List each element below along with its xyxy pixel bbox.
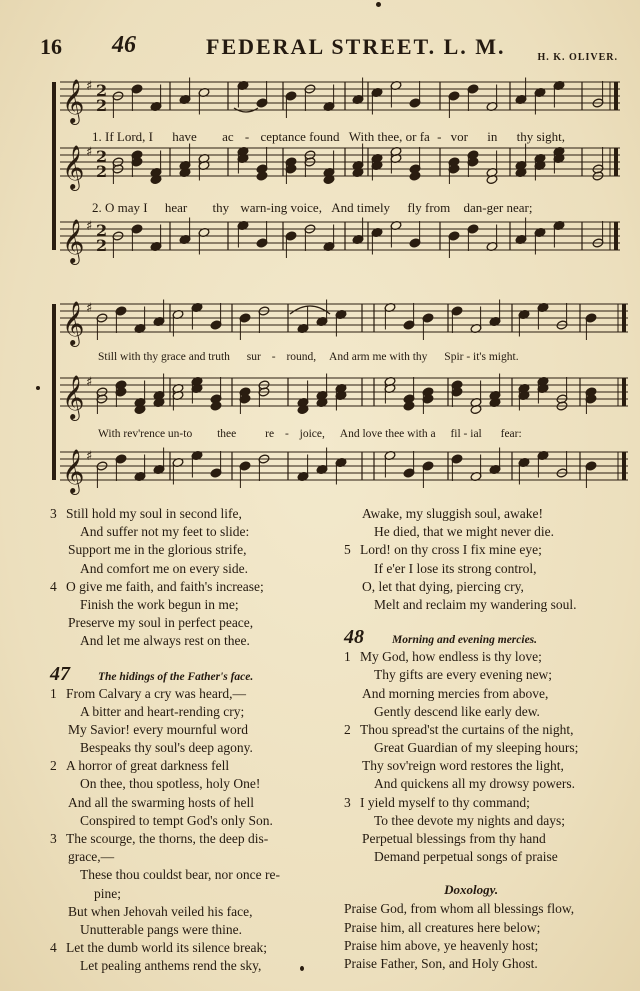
final-bar — [614, 82, 618, 110]
verse-line: To thee devote my nights and days; — [374, 812, 566, 828]
verse-line: 4 Let the dumb world its silence break; — [50, 940, 267, 956]
verse-line: If e'er I lose its strong control, — [374, 560, 537, 576]
verse-line: 1 My God, how endless is thy love; — [344, 649, 542, 665]
verse-line: pine; — [94, 885, 121, 901]
key-signature-sharp: ♯ — [86, 449, 93, 464]
key-signature-sharp: ♯ — [86, 219, 93, 234]
lyric-line: With rev'rence un-to thee re - joice, And love thee with a fil - ial fear: — [98, 428, 522, 440]
treble-clef: 𝄞 — [62, 449, 85, 493]
final-bar — [622, 378, 626, 406]
hymn-heading: 48 Morning and evening mercies. — [344, 626, 538, 649]
tune-title: FEDERAL STREET. L. M. — [206, 34, 506, 59]
system-bracket — [52, 82, 56, 250]
verse-line: 5 Lord! on thy cross I fix mine eye; — [344, 542, 542, 558]
verse-line: Melt and reclaim my wandering soul. — [374, 596, 577, 612]
verse-line: 1 From Calvary a cry was heard,— — [50, 685, 246, 701]
time-signature: 2 — [96, 81, 108, 100]
verse-line: And quickens all my drowsy powers. — [374, 776, 575, 792]
verse-line: Praise him, all creatures here below; — [344, 919, 541, 935]
verse-line: And suffer not my feet to slide: — [80, 524, 250, 540]
time-signature: 2 — [96, 96, 108, 115]
verse-line: On thee, thou spotless, holy One! — [80, 776, 261, 792]
verse-line: Conspired to tempt God's only Son. — [80, 812, 273, 828]
composer: H. K. OLIVER. — [537, 52, 618, 63]
verse-line: But when Jehovah veiled his face, — [68, 903, 253, 919]
final-bar — [622, 304, 626, 332]
verse-line: Praise him above, ye heavenly host; — [344, 937, 539, 953]
verse-line: Preserve my soul in perfect peace, — [68, 615, 254, 631]
key-signature-sharp: ♯ — [86, 301, 93, 316]
verse-line: A bitter and heart-rending cry; — [80, 703, 245, 719]
key-signature-sharp: ♯ — [86, 145, 93, 160]
verse-line: 2 A horror of great darkness fell — [50, 758, 230, 774]
verse-line: 2 Thou spread'st the curtains of the night, — [344, 721, 574, 737]
time-signature: 2 — [96, 147, 108, 166]
verse-line: Thy gifts are every evening new; — [374, 667, 553, 683]
tune-number: 46 — [112, 32, 136, 58]
verse-line: And comfort me on every side. — [80, 560, 248, 576]
final-bar — [622, 452, 626, 480]
lyric-line: 1. If Lord, I have ac - ceptance found With thee, or fa - vor in thy sight, — [92, 129, 566, 144]
lyric-line: 2. O may I hear thy warn-ing voice, And timely fly from dan-ger near; — [92, 200, 533, 215]
verse-line: 3 I yield myself to thy command; — [344, 794, 530, 810]
verse-line: Gently descend like early dew. — [374, 703, 540, 719]
doxology-title: Doxology. — [444, 882, 499, 898]
lyric-line: Still with thy grace and truth sur - round, And arm me with thy Spir - it's might. — [98, 351, 519, 363]
verse-line: Let pealing anthems rend the sky, — [80, 958, 262, 974]
treble-clef: 𝄞 — [62, 219, 85, 263]
page-number: 16 — [40, 34, 62, 59]
final-bar — [614, 222, 618, 250]
time-signature: 2 — [96, 221, 108, 240]
time-signature: 2 — [96, 162, 108, 181]
time-signature: 2 — [96, 236, 108, 255]
verse-line: O, let that dying, piercing cry, — [362, 578, 524, 594]
verse-line: 3 Still hold my soul in second life, — [50, 506, 242, 521]
verse-line: Praise God, from whom all blessings flow, — [344, 901, 575, 917]
verse-line: These thou couldst bear, nor once re- — [80, 867, 281, 883]
verse-line: Awake, my sluggish soul, awake! — [362, 506, 543, 521]
verse-line: Demand perpetual songs of praise — [374, 849, 558, 865]
final-bar — [614, 148, 618, 176]
verse-line: Support me in the glorious strife, — [68, 542, 247, 558]
hymn-heading: 47 The hidings of the Father's face. — [50, 662, 254, 685]
key-signature-sharp: ♯ — [86, 79, 93, 94]
verse-line: Bespeaks thy soul's deep agony. — [80, 740, 253, 756]
treble-clef: 𝄞 — [62, 375, 85, 419]
right-column — [344, 505, 578, 973]
system-bracket — [52, 304, 56, 480]
verse-line: Praise Father, Son, and Holy Ghost. — [344, 955, 538, 971]
verse-line: Great Guardian of my sleeping hours; — [374, 740, 579, 756]
verse-line: My Savior! every mournful word — [68, 721, 248, 737]
verse-line: He died, that we might never die. — [374, 524, 554, 540]
verse-line: Thy sov'reign word restores the light, — [362, 758, 564, 774]
treble-clef: 𝄞 — [62, 145, 85, 189]
treble-clef: 𝄞 — [62, 301, 85, 345]
verse-line: Perpetual blessings from thy hand — [362, 831, 546, 846]
verse-line: And all the swarming hosts of hell — [68, 794, 254, 810]
verse-line: And morning mercies from above, — [362, 685, 549, 701]
left-column — [50, 505, 280, 976]
verse-line: Unutterable pangs were thine. — [80, 921, 242, 937]
verse-line: And let me always rest on thee. — [80, 633, 250, 649]
verse-line: 3 The scourge, the thorns, the deep dis- — [50, 831, 269, 846]
verse-line: grace,— — [68, 849, 115, 865]
slur — [290, 306, 330, 314]
verse-line: Finish the work begun in me; — [80, 596, 239, 612]
key-signature-sharp: ♯ — [86, 375, 93, 390]
treble-clef: 𝄞 — [62, 79, 85, 123]
verse-line: 4 O give me faith, and faith's increase; — [50, 578, 264, 594]
